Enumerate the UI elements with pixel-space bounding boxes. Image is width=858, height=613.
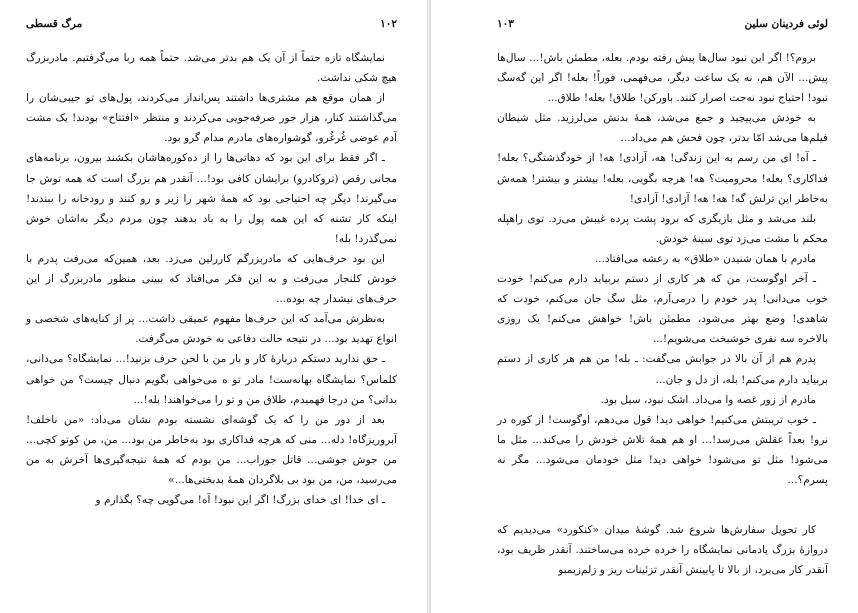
right-page-number: ۱۰۳ [497, 18, 514, 30]
left-page-body [26, 48, 397, 510]
paragraph: ـ اگر فقط برای این بود که دهاتی‌ها را از ده‌کوره‌هاشان بکشند بیرون، برنامه‌های مجانی رقص (تروکادرو) برایشان کافی بود!... آنقدر هم بزرگ است که همه توش جا می‌گیرند! دیگر چه احتیاجی بود که همهٔ شهر را زیر و رو کنند و رودخانه را ببندند! اینکه کار تشنه که این همه پول را به باد بدهند چون مردم دیگر به‌اشان خوش نمی‌گذرد! بله! [26, 152, 397, 245]
left-page-number: ۱۰۲ [380, 18, 397, 30]
left-page-header [26, 18, 397, 38]
paragraph: این بود حرف‌هایی که مادربزرگم کاررلین می‌زد. بعد، همین‌که می‌رفت پدرم با خودش کلنجار می‌رفت و به این فکر می‌افتاد که ببینی منظور مادربزرگ از این حرف‌های نیشدار چه بوده... [26, 252, 397, 306]
paragraph: ـ حق ندارید دستکم دربارهٔ کار و بار من با لحن حرف بزنید!... نمایشگاه؟ می‌دانی، کلماس؟ نمایشگاه بهانه‌ست! مادر تو ه می‌خواهی بگویم دنبال چیست؟ من خواهی بدانی؟ من درجا فهمیدم، طلاق من و تو را می‌خواهند! بله!... [26, 353, 397, 406]
paragraph: ـ خوب تریبتش می‌کنیم! خواهی دید! قول می‌دهم، اوگوست! از کوره در نرو! بعداً عقلش می‌رسد!... او هم همهٔ تلاش خودش را می‌کند... مثل ما می‌شود! مثل تو می‌شود! خواهی دید! مثل خودمان می‌شود... مگر نه پسرم؟... [497, 413, 828, 486]
paragraph: ـ آخر اوگوست، من که هر کاری از دستم بربیاید دارم می‌کنم! خودت خوب می‌دانی! پدر خودم را درمی‌آرم، مثل سگ جان می‌کنم، خودت که شاهدی! وضع بهتر می‌شود، مطمئن باش! خواهش می‌کنم! یک روزی بالاخره سه نفری خوشبخت می‌شویم!... [497, 273, 828, 346]
paragraph: بروم؟! اگر این نبود سال‌ها پیش رفته بودم. بعله، مطمئن باش!... سال‌ها پیش... الآن هم، نه یک ساعت دیگر، می‌فهمی، فوراً! بعله! اگر این گه‌سگ نبود! احتیاج نبود نه‌جت اصرار کنند. باورکن! طلاق! بعله! طلاق... [497, 52, 828, 105]
paragraph: مادرم از زور غصه وا می‌داد. اشک نبود، سیل بود. [600, 393, 816, 406]
paragraph: به خودش می‌پیچید و جمع می‌شد، همهٔ بدنش می‌لرزید. مثل شیطان فیلم‌ها می‌شد امّا بدتر، چون فحش هم می‌داد... [497, 112, 828, 145]
left-running-title: مرگ قسطی [26, 18, 83, 30]
left-page [0, 0, 427, 613]
paragraph: بلند می‌شد و مثل بازیگری که برود پشت پرده غیبش می‌زد. توی راهپله محکم با مشت می‌زد توی سینهٔ خودش. [497, 212, 828, 245]
right-page-header [497, 18, 828, 38]
paragraph: نمایشگاه تازه حتماً از آن یک هم بدتر می‌شد. حتماً همه ربا می‌گرفتیم. مادربزرگ هیچ شکی نداشت. [26, 52, 397, 85]
paragraph: کار تحویل سفارش‌ها شروع شد. گوشهٔ میدان «کنکورد» می‌دیدیم که دروازهٔ بزرگ یادمانی نمایشگاه را خرده خرده می‌ساختند. آنقدر ظریف بود، آنقدر کار می‌برد، از بالا تا پایینش آنقدر تزئینات ریز و زلم‌زیمبو [497, 524, 828, 577]
paragraph: ـ آه! ای من رسم به این زندگی! هه، آزادی! هه! از خودگذشتگی؟ بعله! فداکاری؟ بعله! محرومیت؟ هه! هرچه بگویی، بعله! بیشتر و بیشتر! همه‌ش به‌خاطر این ترلش گه! هه! هه! آزادی! آزادی! [497, 152, 828, 205]
paragraph: مادرم با همان شنیدن «طلاق» به رعشه می‌افتاد... [594, 252, 816, 265]
paragraph: بعد از دور من را که یک گوشه‌ای نشسته بودم نشان می‌داد: «من ناخلف! آبروریزگاه! دله... منی که هرچه فداکاری بود به‌خاطر من بود... من، من کوتو کچی... من جوش جوشی... قاتل جوراب... من بودم که همهٔ نتیجه‌گیری‌ها آخرش به من می‌رسید، من، من بود بی بلاگردان همهٔ بدبختی‌ها...» [26, 413, 397, 486]
paragraph: ـ ای خدا! ای خدای بزرگ! اگر این نبود! آه! می‌گویی چه؟ بگذارم و [95, 494, 385, 507]
right-page-body [497, 48, 828, 580]
paragraph: پدرم هم از آن بالا در جوابش می‌گفت: ـ بله! من هم هر کاری از دستم بربیاید دارم می‌کنم! بله، از دل و جان... [497, 353, 828, 386]
right-page [431, 0, 858, 613]
paragraph: از همان موقع هم مشتری‌ها داشتند پس‌انداز می‌کردند، پول‌های تو جیبی‌شان را می‌گذاشتند کنار، هزار جور صرفه‌جویی می‌کردند و منتظر «افتتاح» بودند! یک مشت آدم عوضی غُرغُرو، گوشواره‌های مادرم مدام گرو بود. [26, 92, 397, 145]
right-running-title: لوئی فردینان سلین [744, 18, 828, 30]
paragraph: به‌نظرش می‌آمد که این حرف‌ها مفهوم عمیقی داشت... پر از کنایه‌های شخصی و انواع تهدید بود... در نتیجه حالت دفاعی به خودش می‌گرفت. [26, 313, 397, 346]
